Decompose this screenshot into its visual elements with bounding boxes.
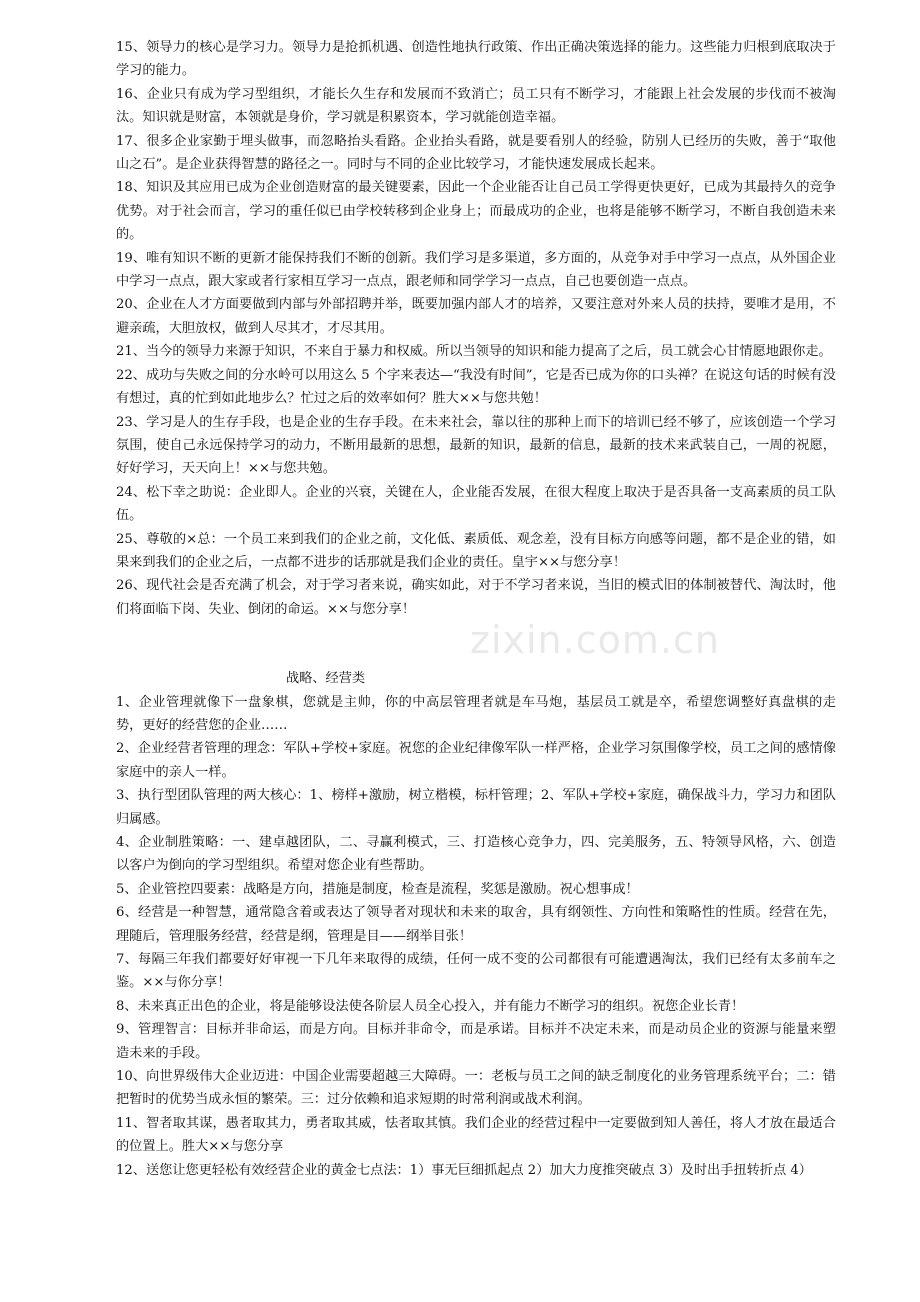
document-page [116,36,836,1182]
section-gap [116,621,836,667]
paragraph-17: 17、很多企业家勤于埋头做事，而忽略抬头看路。企业抬头看路，就是要看别人的经验，防别人已经历的失败，善于“取他山之石”。是企业获得智慧的路径之一。同时与不同的企业比较学习，才能快速发展成长起来。 [116,133,836,173]
section-title: 战略、经营类 [286,671,366,687]
paragraph-s11: 11、智者取其谋，愚者取其力，勇者取其威，怯者取其慎。我们企业的经营过程中一定要做到知人善任，将人才放在最适合的位置上。胜大××与您分享 [116,1115,836,1155]
section-learning [116,36,836,621]
paragraph-21: 21、当今的领导力来源于知识，不来自于暴力和权威。所以当领导的知识和能力提高了之后，员工就会心甘情愿地跟你走。 [116,344,832,360]
paragraph-25: 25、尊敬的×总：一个员工来到我们的企业之前，文化低、素质低、观念差，没有目标方向感等问题，都不是企业的错，如果来到我们的企业之后，一点都不进步的话那就是我们企业的责任。皇宇××与您分享！ [116,531,836,570]
paragraph-s9: 9、管理智言：目标并非命运，而是方向。目标并非命令，而是承诺。目标并不决定未来，而是动员企业的资源与能量来塑造未来的手段。 [116,1022,836,1061]
paragraph-s4: 4、企业制胜策略：一、建卓越团队，二、寻赢利模式，三、打造核心竞争力，四、完美服务，五、特领导风格，六、创造以客户为倒向的学习型组织。希望对您企业有些帮助。 [116,835,836,874]
paragraph-22: 22、成功与失败之间的分水岭可以用这么 5 个字来表达—“我没有时间”，它是否已成为你的口头禅？在说这句话的时候有没有想过，真的忙到如此地步么？忙过之后的效率如何？胜大××与您共勉！ [116,367,836,407]
paragraph-s5: 5、企业管控四要素：战略是方向，措施是制度，检查是流程，奖惩是激励。祝心想事成！ [116,881,639,897]
paragraph-20: 20、企业在人才方面要做到内部与外部招聘并举，既要加强内部人才的培养，又要注意对外来人员的扶持，要唯才是用，不避亲疏，大胆放权，做到人尽其才，才尽其用。 [116,297,836,336]
paragraph-s10: 10、向世界级伟大企业迈进：中国企业需要超越三大障碍。一：老板与员工之间的缺乏制度化的业务管理系统平台；二：错把暂时的优势当成永恒的繁荣。三：过分依赖和追求短期的时常利润或战术利润。 [116,1069,836,1108]
paragraph-s8: 8、未来真正出色的企业，将是能够设法使各阶层人员全心投入，并有能力不断学习的组织。祝您企业长青！ [116,998,745,1014]
paragraph-s3: 3、执行型团队管理的两大核心：1、榜样+激励，树立楷模，标杆管理；2、军队+学校+家庭，确保战斗力，学习力和团队归属感。 [116,788,836,827]
paragraph-26: 26、现代社会是否充满了机会，对于学习者来说，确实如此，对于不学习者来说，当旧的模式旧的体制被替代、淘汰时，他们将面临下岗、失业、倒闭的命运。××与您分享！ [116,578,836,617]
watermark-text: zixin.com.cn [470,618,720,662]
paragraph-s2: 2、企业经营者管理的理念：军队+学校+家庭。祝您的企业纪律像军队一样严格，企业学习氛围像学校，员工之间的感情像家庭中的亲人一样。 [116,741,836,780]
paragraph-s1: 1、企业管理就像下一盘象棋，您就是主帅，你的中高层管理者就是车马炮，基层员工就是卒，希望您调整好真盘棋的走势，更好的经营您的企业…… [116,694,836,733]
paragraph-s7: 7、每隔三年我们都要好好审视一下几年来取得的成绩，任何一成不变的公司都很有可能遭遇淘汰，我们已经有太多前车之鉴。××与你分享！ [116,952,836,991]
paragraph-18: 18、知识及其应用已成为企业创造财富的最关键要素，因此一个企业能否让自己员工学得更快更好，已成为其最持久的竞争优势。对于社会而言，学习的重任似已由学校转移到企业身上；而最成功的企业，也将是能够不断学习，不断自我创造未来的。 [116,180,836,243]
paragraph-19: 19、唯有知识不断的更新才能保持我们不断的创新。我们学习是多渠道，多方面的，从竞争对手中学习一点点，从外国企业中学习一点点，跟大家或者行家相互学习一点点，跟老师和同学学习一点点，自己也要创造一点点。 [116,250,836,290]
paragraph-s6: 6、经营是一种智慧，通常隐含着或表达了领导者对现状和未来的取舍，具有纲领性、方向性和策略性的性质。经营在先，理随后，管理服务经营，经营是纲，管理是目——纲举目张！ [116,905,836,944]
paragraph-15: 15、领导力的核心是学习力。领导力是抢抓机遇、创造性地执行政策、作出正确决策选择的能力。这些能力归根到底取决于学习的能力。 [116,40,836,79]
paragraph-16: 16、企业只有成为学习型组织，才能长久生存和发展而不致消亡；员工只有不断学习，才能跟上社会发展的步伐而不被淘汰。知识就是财富，本领就是身价，学习就是积累资本，学习就能创造幸福。 [116,86,836,126]
paragraph-s12: 12、送您让您更轻松有效经营企业的黄金七点法：1）事无巨细抓起点 2）加大力度推突破点 3）及时出手扭转折点 4） [116,1162,812,1178]
paragraph-24: 24、松下幸之助说：企业即人。企业的兴衰，关键在人，企业能否发展，在很大程度上取决于是否具备一支高素质的员工队伍。 [116,484,836,524]
section-strategy [116,667,836,1182]
paragraph-23: 23、学习是人的生存手段，也是企业的生存手段。在未来社会，靠以往的那种上而下的培训已经不够了，应该创造一个学习氛围，使自己永远保持学习的动力，不断用最新的思想，最新的知识，最新的信息，最新的技术来武装自己，一周的祝愿，好好学习，天天向上！××与您共勉。 [116,414,836,477]
